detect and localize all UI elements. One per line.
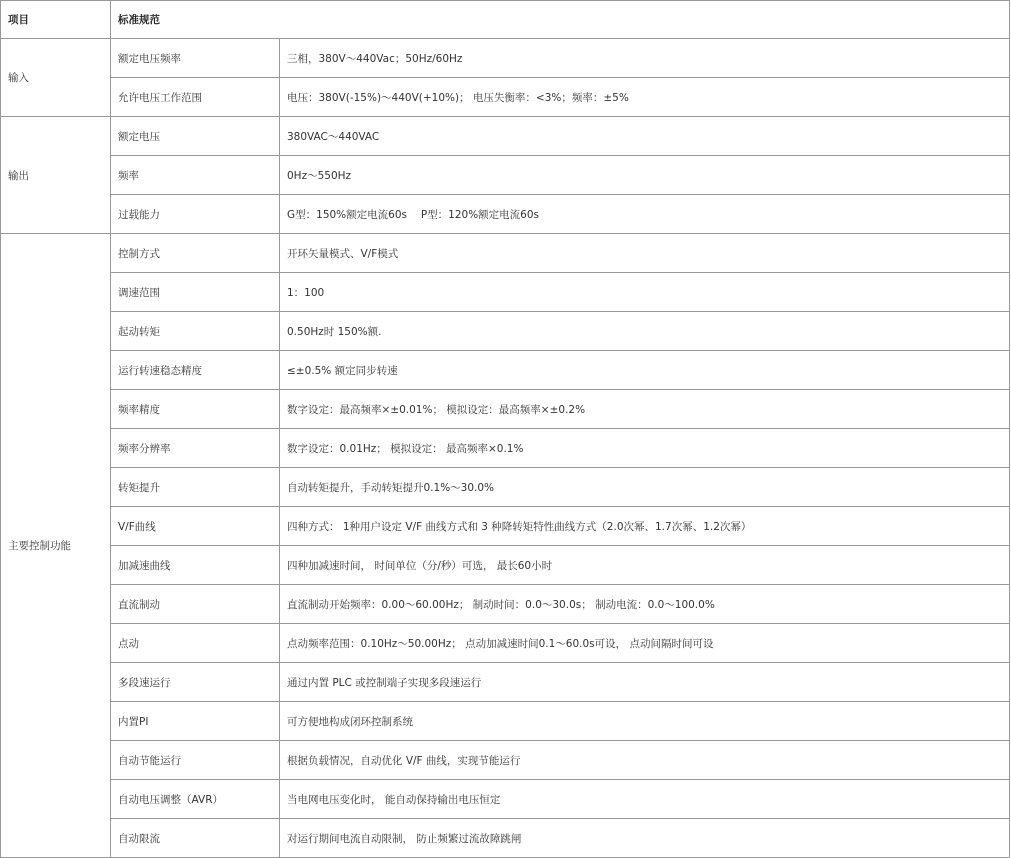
item-cell: 点动 bbox=[111, 624, 280, 663]
table-row bbox=[1, 780, 1010, 819]
table-row bbox=[1, 585, 1010, 624]
spec-cell: 三相，380V～440Vac；50Hz/60Hz bbox=[280, 39, 1010, 78]
item-cell: 调速范围 bbox=[111, 273, 280, 312]
item-cell: V/F曲线 bbox=[111, 507, 280, 546]
item-cell: 频率 bbox=[111, 156, 280, 195]
table-row bbox=[1, 156, 1010, 195]
item-cell: 直流制动 bbox=[111, 585, 280, 624]
table-row bbox=[1, 234, 1010, 273]
table-row bbox=[1, 39, 1010, 78]
item-cell: 自动限流 bbox=[111, 819, 280, 858]
item-cell: 多段速运行 bbox=[111, 663, 280, 702]
item-cell: 内置PI bbox=[111, 702, 280, 741]
spec-cell: 当电网电压变化时， 能自动保持输出电压恒定 bbox=[280, 780, 1010, 819]
spec-cell: 0.50Hz时 150%额. bbox=[280, 312, 1010, 351]
header-row bbox=[1, 1, 1010, 39]
spec-cell: 四种加减速时间， 时间单位（分/秒）可选， 最长60小时 bbox=[280, 546, 1010, 585]
spec-cell: 开环矢量模式、V/F模式 bbox=[280, 234, 1010, 273]
item-cell: 运行转速稳态精度 bbox=[111, 351, 280, 390]
group-output: 输出 bbox=[1, 117, 111, 234]
table-row bbox=[1, 117, 1010, 156]
spec-cell: G型：150%额定电流60s P型：120%额定电流60s bbox=[280, 195, 1010, 234]
table-row bbox=[1, 429, 1010, 468]
item-cell: 过载能力 bbox=[111, 195, 280, 234]
spec-cell: 0Hz～550Hz bbox=[280, 156, 1010, 195]
group-control: 主要控制功能 bbox=[1, 234, 111, 858]
table-row bbox=[1, 468, 1010, 507]
spec-cell: 数字设定：0.01Hz； 模拟设定： 最高频率×0.1% bbox=[280, 429, 1010, 468]
spec-cell: 点动频率范围：0.10Hz～50.00Hz； 点动加减速时间0.1～60.0s可设， 点动间隔时间可设 bbox=[280, 624, 1010, 663]
spec-cell: 可方便地构成闭环控制系统 bbox=[280, 702, 1010, 741]
item-cell: 频率分辨率 bbox=[111, 429, 280, 468]
table-row bbox=[1, 78, 1010, 117]
item-cell: 加减速曲线 bbox=[111, 546, 280, 585]
item-cell: 允许电压工作范围 bbox=[111, 78, 280, 117]
item-cell: 自动节能运行 bbox=[111, 741, 280, 780]
item-cell: 自动电压调整（AVR） bbox=[111, 780, 280, 819]
spec-cell: 四种方式： 1种用户设定 V/F 曲线方式和 3 种降转矩特性曲线方式（2.0次幂、1.7次幂、1.2次幂） bbox=[280, 507, 1010, 546]
spec-cell: 直流制动开始频率：0.00～60.00Hz； 制动时间：0.0～30.0s； 制动电流：0.0～100.0% bbox=[280, 585, 1010, 624]
header-spec: 标准规范 bbox=[111, 1, 1010, 39]
spec-cell: 通过内置 PLC 或控制端子实现多段速运行 bbox=[280, 663, 1010, 702]
table-row bbox=[1, 195, 1010, 234]
table-row bbox=[1, 741, 1010, 780]
spec-cell: 自动转矩提升，手动转矩提升0.1%～30.0% bbox=[280, 468, 1010, 507]
table-row bbox=[1, 351, 1010, 390]
table-row bbox=[1, 312, 1010, 351]
table-row bbox=[1, 546, 1010, 585]
spec-cell: 380VAC～440VAC bbox=[280, 117, 1010, 156]
spec-cell: 根据负载情况，自动优化 V/F 曲线，实现节能运行 bbox=[280, 741, 1010, 780]
table-row bbox=[1, 624, 1010, 663]
table-row bbox=[1, 273, 1010, 312]
spec-cell: 电压：380V(-15%)～440V(+10%)； 电压失衡率：<3%；频率：±5% bbox=[280, 78, 1010, 117]
table-row bbox=[1, 663, 1010, 702]
item-cell: 频率精度 bbox=[111, 390, 280, 429]
group-input: 输入 bbox=[1, 39, 111, 117]
spec-cell: 1：100 bbox=[280, 273, 1010, 312]
item-cell: 起动转矩 bbox=[111, 312, 280, 351]
spec-cell: 对运行期间电流自动限制， 防止频繁过流故障跳闸 bbox=[280, 819, 1010, 858]
spec-cell: 数字设定：最高频率×±0.01%； 模拟设定：最高频率×±0.2% bbox=[280, 390, 1010, 429]
item-cell: 额定电压频率 bbox=[111, 39, 280, 78]
table-row bbox=[1, 507, 1010, 546]
spec-cell: ≤±0.5% 额定同步转速 bbox=[280, 351, 1010, 390]
table-row bbox=[1, 702, 1010, 741]
item-cell: 额定电压 bbox=[111, 117, 280, 156]
item-cell: 转矩提升 bbox=[111, 468, 280, 507]
table-row bbox=[1, 390, 1010, 429]
header-item: 项目 bbox=[1, 1, 111, 39]
table-row bbox=[1, 819, 1010, 858]
item-cell: 控制方式 bbox=[111, 234, 280, 273]
